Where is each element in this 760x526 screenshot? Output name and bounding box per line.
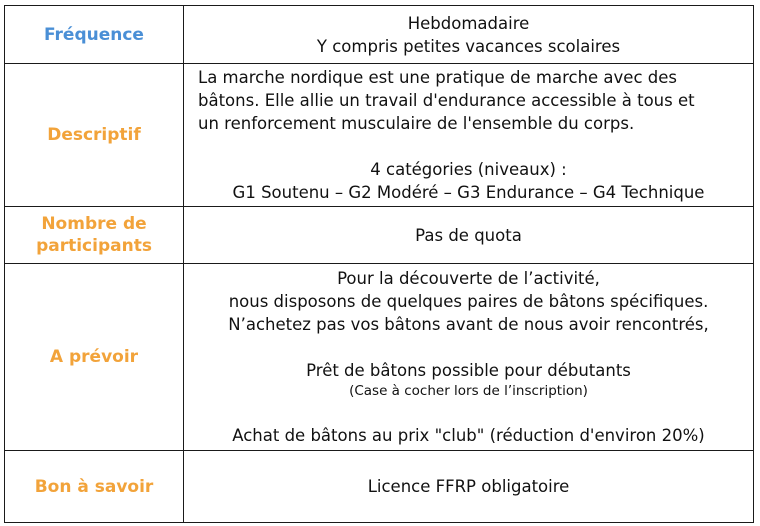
content-a-prevoir [184,264,754,451]
label-participants-line-1: Nombre de [41,214,147,234]
content-frequence [184,6,754,64]
label-participants [5,207,184,264]
content-descriptif [184,64,754,207]
loan-text: Prêt de bâtons possible pour débutants [306,361,631,380]
prevoir-line-2: nous disposons de quelques paires de bâtons spécifiques. [228,292,709,311]
label-participants-line-2: participants [36,236,152,256]
descriptif-paragraph [184,66,753,135]
frequence-line-2: Y compris petites vacances scolaires [316,36,621,56]
table-row-participants [5,207,754,264]
categories-list: G1 Soutenu – G2 Modéré – G3 Endurance – G4 Technique [232,183,705,202]
participants-value: Pas de quota [415,225,522,245]
label-bon-a-savoir: Bon à savoir [5,451,184,523]
categories-heading: 4 catégories (niveaux) : [370,160,567,179]
prevoir-line-1: Pour la découverte de l’activité, [337,269,600,288]
table-row-a-prevoir [5,264,754,451]
table-row-bon-a-savoir [5,451,754,523]
label-a-prevoir: A prévoir [5,264,184,451]
table-row-frequence [5,6,754,64]
loan-note: (Case à cocher lors de l’inscription) [349,383,588,399]
descriptif-paragraph-line-1: La marche nordique est une pratique de marche avec des [198,68,677,87]
descriptif-paragraph-line-2: bâtons. Elle allie un travail d'endurance accessible à tous et [198,91,695,110]
frequence-line-1: Hebdomadaire [407,13,530,33]
content-bon-a-savoir [184,451,754,523]
label-descriptif: Descriptif [5,64,184,207]
licence-text: Licence FFRP obligatoire [367,477,570,496]
label-frequence: Fréquence [5,6,184,64]
descriptif-paragraph-line-3: un renforcement musculaire de l'ensemble du corps. [198,114,635,133]
prevoir-line-3: N’achetez pas vos bâtons avant de nous avoir rencontrés, [228,315,709,334]
table-row-descriptif [5,64,754,207]
content-participants [184,207,754,264]
activity-info-table [4,5,754,523]
purchase-text: Achat de bâtons au prix "club" (réduction d'environ 20%) [232,426,705,445]
